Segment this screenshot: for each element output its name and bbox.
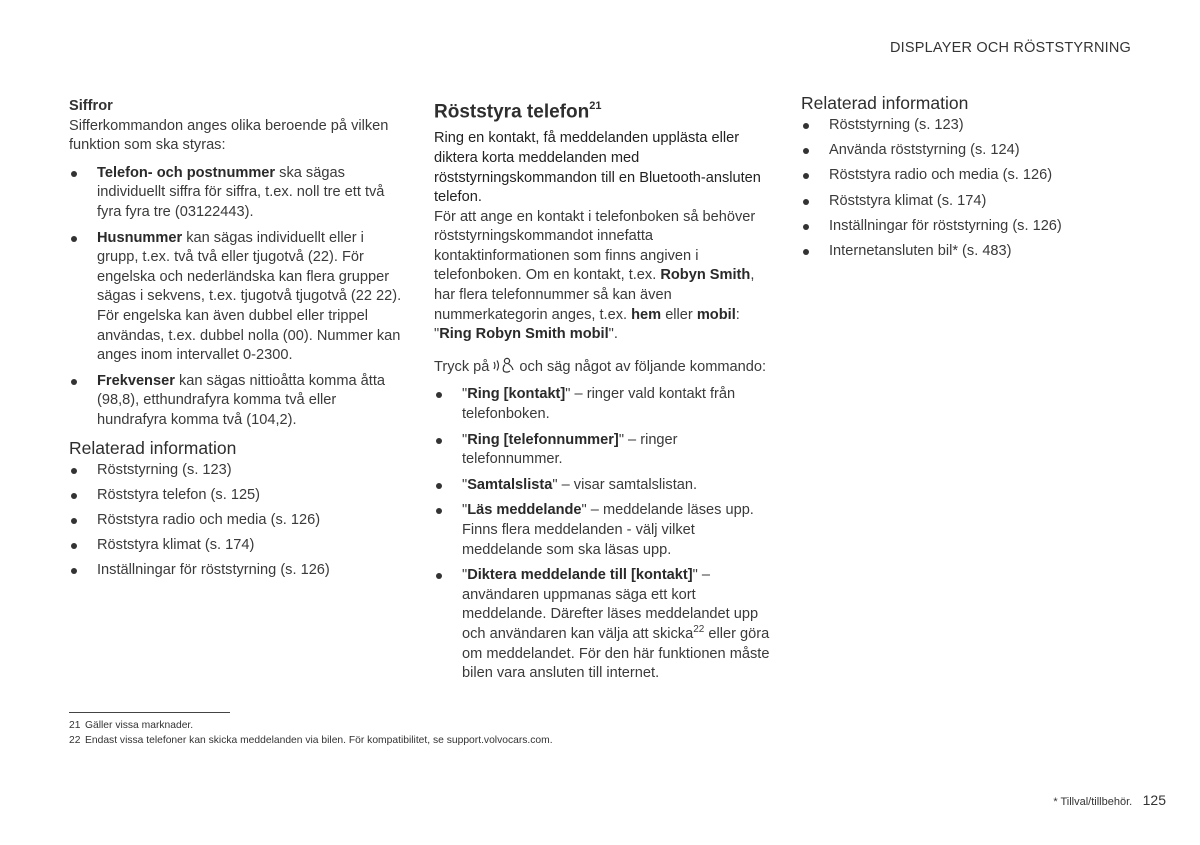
command-description: " – meddelande läses upp. Finns flera meddelanden - välj vilket meddelande som ska läsas upp. xyxy=(462,502,754,558)
footnote xyxy=(69,718,769,733)
command-name: Ring [telefonnummer] xyxy=(467,431,619,448)
related-link[interactable]: Inställningar för röststyrning (s. 126) xyxy=(829,217,1062,234)
related-info-heading: Relaterad information xyxy=(69,437,237,458)
bullet-text: kan sägas nittioåtta komma åtta (98,8), etthundrafyra komma två eller hundrafyra komma två (104,2). xyxy=(97,372,385,428)
bullet-text: kan sägas individuellt eller i grupp, t.ex. två två eller tjugotvå (22). För engelska och nederländska kan flera grupper sägas i sekvens, t.ex. tjugotvå tjugotvå (22 22). För engelska kan även dubbel eller trippel användas, t.ex. dubbel nolla (00). Nummer kan anges inom intervallet 0-2300. xyxy=(97,229,402,364)
list-item xyxy=(434,385,770,424)
text-run: eller xyxy=(661,306,697,323)
text-run: och säg något av följande kommando: xyxy=(519,358,767,375)
voice-commands-list xyxy=(434,385,770,683)
command-description: " – ringer vald kontakt från telefonboken. xyxy=(462,386,736,423)
quote: " xyxy=(462,502,468,519)
list-item xyxy=(69,561,407,581)
related-links-list xyxy=(69,461,407,581)
example-command: Ring Robyn Smith mobil xyxy=(439,326,609,343)
list-item xyxy=(434,501,770,560)
bullet-term: Husnummer xyxy=(97,229,183,246)
list-item xyxy=(69,229,407,366)
related-link[interactable]: Röststyrning (s. 123) xyxy=(829,117,964,133)
example-category: mobil xyxy=(696,306,736,323)
running-header: DISPLAYER OCH RÖSTSTYRNING xyxy=(890,40,1131,56)
page-number: 125 xyxy=(1142,792,1166,808)
intro-text: Sifferkommandon anges olika beroende på vilken funktion som ska styras: xyxy=(69,117,389,154)
page-footer xyxy=(1053,792,1166,810)
related-link[interactable]: Internetansluten bil* (s. 483) xyxy=(829,242,1012,259)
footnote-number: 21 xyxy=(69,720,81,731)
command-name: Läs meddelande xyxy=(467,502,582,519)
footnote-divider xyxy=(69,712,230,713)
example-contact: Robyn Smith xyxy=(660,267,751,284)
command-description: " – ringer telefonnummer. xyxy=(462,431,678,468)
list-item xyxy=(434,566,770,684)
command-name: Samtalslista xyxy=(467,476,553,493)
column-left xyxy=(69,92,407,586)
list-item xyxy=(69,511,407,531)
accessory-note: * Tillval/tillbehör. xyxy=(1053,796,1133,808)
footnote xyxy=(69,733,769,748)
list-item xyxy=(69,486,407,506)
lead-paragraph: Ring en kontakt, få meddelanden upplästa eller diktera korta meddelanden med röststyrningskommandon till en Bluetooth-ansluten telefon. xyxy=(434,130,761,206)
voice-command-icon xyxy=(493,357,515,374)
quote: " xyxy=(462,386,468,403)
list-item xyxy=(434,476,770,496)
footnote-number: 22 xyxy=(69,735,81,746)
footnote-text: Endast vissa telefoner kan skicka meddelanden via bilen. För kompatibilitet, se support.volvocars.com. xyxy=(85,735,553,746)
related-link[interactable]: Röststyra klimat (s. 174) xyxy=(97,537,255,554)
related-link[interactable]: Röststyra telefon (s. 125) xyxy=(97,486,261,503)
quote: " xyxy=(462,431,468,448)
quote: " xyxy=(462,567,468,584)
column-right xyxy=(801,92,1131,267)
list-item xyxy=(801,192,1131,212)
text-run: För att ange en kontakt i telefonboken så behöver röststyrningskommandot innefatta kontaktinformationen som finns angiven i telefonboken. Om en kontakt, t.ex. xyxy=(434,208,756,284)
subheading-siffror: Siffror xyxy=(69,98,113,114)
bullet-term: Frekvenser xyxy=(97,372,175,389)
list-item xyxy=(434,431,770,470)
list-item xyxy=(801,166,1131,186)
command-description: " – visar samtalslistan. xyxy=(552,476,698,493)
list-item xyxy=(801,116,1131,136)
instruction-paragraph xyxy=(434,357,770,378)
command-name: Ring [kontakt] xyxy=(467,386,566,403)
related-link[interactable]: Röststyra radio och media (s. 126) xyxy=(97,511,321,528)
related-link[interactable]: Röststyrning (s. 123) xyxy=(97,461,232,478)
bullet-term: Telefon- och postnummer xyxy=(97,164,276,181)
command-description: eller göra om meddelandet. För den här funktionen måste bilen vara ansluten till internet. xyxy=(462,625,770,682)
list-item xyxy=(69,164,407,223)
quote: " xyxy=(462,476,468,493)
bullet-text: ska sägas individuellt siffra för siffra, t.ex. noll tre ett två fyra fyra tre (03122443). xyxy=(97,164,385,220)
text-run: , har flera telefonnummer så kan även nummerkategorin anges, t.ex. xyxy=(434,267,755,323)
list-item xyxy=(801,242,1131,262)
footnotes xyxy=(69,718,769,748)
number-rules-list xyxy=(69,164,407,431)
text-run: : " xyxy=(434,306,740,343)
title-text: Röststyra telefon xyxy=(434,101,590,123)
list-item xyxy=(69,461,407,481)
example-category: hem xyxy=(631,306,662,323)
footnote-text: Gäller vissa marknader. xyxy=(85,720,194,731)
text-run: Tryck på xyxy=(434,358,490,375)
list-item xyxy=(69,372,407,431)
command-name: Diktera meddelande till [kontakt] xyxy=(467,567,693,584)
column-middle xyxy=(434,92,770,690)
list-item xyxy=(801,141,1131,161)
related-link[interactable]: Använda röststyrning (s. 124) xyxy=(829,142,1020,159)
body-paragraph xyxy=(434,208,770,345)
section-title xyxy=(434,94,770,125)
related-links-list xyxy=(801,116,1131,262)
related-info-heading: Relaterad information xyxy=(801,93,969,113)
related-link[interactable]: Röststyra radio och media (s. 126) xyxy=(829,167,1053,184)
footnote-ref: 22 xyxy=(693,624,705,636)
related-link[interactable]: Inställningar för röststyrning (s. 126) xyxy=(97,562,330,579)
related-link[interactable]: Röststyra klimat (s. 174) xyxy=(829,192,987,209)
list-item xyxy=(69,536,407,556)
footnote-ref: 21 xyxy=(589,100,602,112)
text-run: ". xyxy=(608,326,618,343)
list-item xyxy=(801,217,1131,237)
command-description: " – användaren uppmanas säga ett kort meddelande. Därefter läses meddelandet upp och användaren kan välja att skicka xyxy=(462,567,759,642)
